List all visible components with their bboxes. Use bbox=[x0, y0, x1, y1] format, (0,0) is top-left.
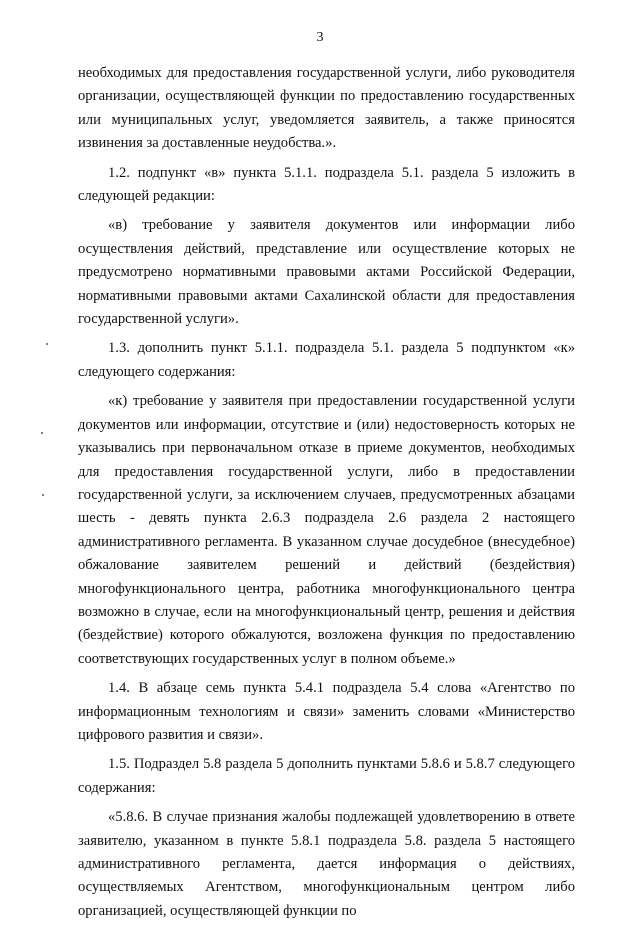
paragraph-item-5-8-6: «5.8.6. В случае признания жалобы подлежащей удовлетворению в ответе заявителю, указанном в пункте 5.8.1 подраздела 5.8. раздела 5 настоящего административного регламента, дается информация о действиях, осуществляемых Агентством, многофункциональным центром либо организацией, осуществляющей функции по bbox=[78, 809, 575, 919]
paragraph-continuation: необходимых для предоставления государственной услуги, либо руководителя организации, осуществляющей функции по предоставлению государственных или муниципальных услуг, уведомляется заявитель, а также приносятся извинения за доставленные неудобства.». bbox=[78, 65, 575, 152]
paragraph-item-1-4: 1.4. В абзаце семь пункта 5.4.1 подраздела 5.4 слова «Агентство по информационным технологиям и связи» заменить словами «Министерство цифрового развития и связи». bbox=[78, 680, 575, 743]
scan-speck bbox=[46, 343, 48, 345]
paragraph-item-1-2: 1.2. подпункт «в» пункта 5.1.1. подраздела 5.1. раздела 5 изложить в следующей редакции: bbox=[78, 164, 575, 205]
document-body bbox=[78, 62, 575, 929]
scan-speck bbox=[42, 494, 44, 496]
paragraph-item-1-5: 1.5. Подраздел 5.8 раздела 5 дополнить пунктами 5.8.6 и 5.8.7 следующего содержания: bbox=[78, 756, 575, 796]
page-number: 3 bbox=[316, 30, 324, 45]
scan-speck bbox=[41, 432, 43, 434]
paragraph-item-1-3: 1.3. дополнить пункт 5.1.1. подраздела 5.1. раздела 5 подпунктом «к» следующего содержания: bbox=[78, 340, 575, 380]
paragraph-subitem-v: «в) требование у заявителя документов или информации либо осуществления действий, представление или осуществление которых не предусмотрено нормативными правовыми актами Российской Федерации, нормативными правовыми актами Сахалинской области для предоставления государственной услуги». bbox=[78, 217, 575, 328]
paragraph-subitem-k: «к) требование у заявителя при предоставлении государственной услуги документов или информации, отсутствие и (или) недостоверность которых не указывались при первоначальном отказе в приеме документов, необходимых для предоставления государственной услуги, либо в предоставлении государственной услуги, за исключением случаев, предусмотренных абзацами шесть - девять пункта 2.6.3 подраздела 2.6 раздела 2 настоящего административного регламента. В указанном случае досудебное (внесудебное) обжалование заявителем решений и действий (бездействия) многофункционального центра, работника многофункционального центра возможно в случае, если на многофункциональный центр, решения и действия (бездействие) которого обжалуются, возложена функция по предоставлению соответствующих государственных услуг в полном объеме.» bbox=[78, 393, 575, 667]
